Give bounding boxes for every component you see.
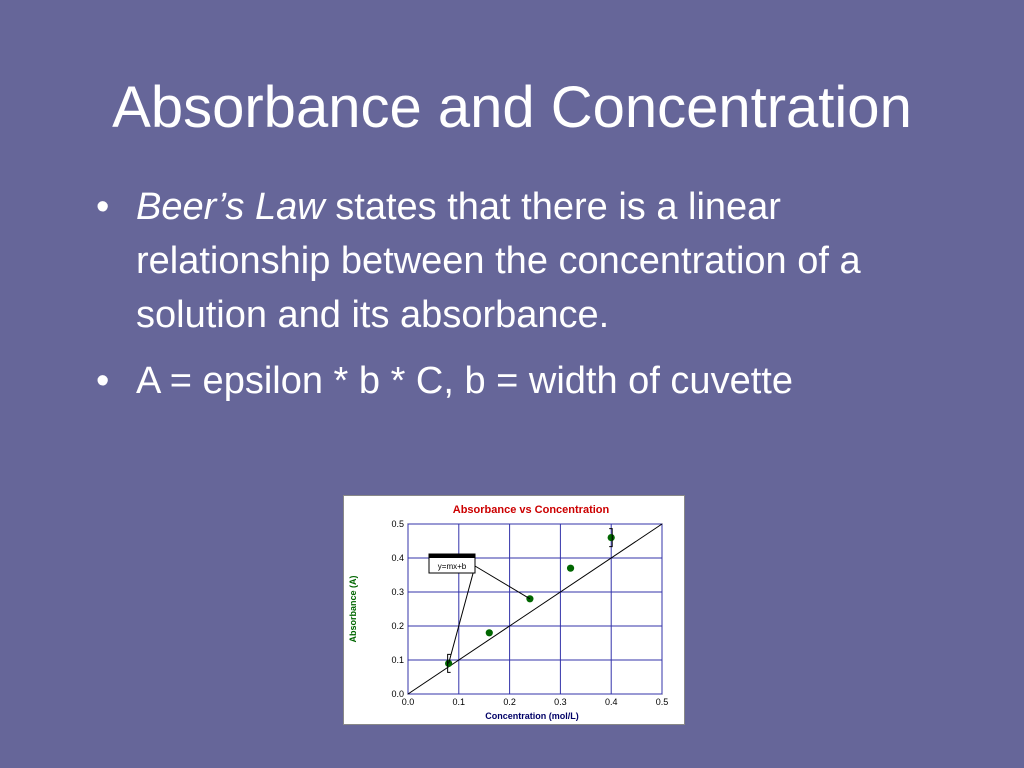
slide-title: Absorbance and Concentration: [112, 75, 912, 140]
x-tick-label: 0.0: [401, 697, 415, 707]
data-point: [445, 660, 452, 667]
fit-line: [408, 524, 662, 694]
y-tick-label: 0.4: [391, 553, 404, 563]
data-point: [608, 534, 615, 541]
data-point: [567, 565, 574, 572]
x-tick-label: 0.4: [604, 697, 618, 707]
x-tick-label: 0.1: [452, 697, 466, 707]
x-tick-label: 0.2: [503, 697, 516, 707]
bullet-glyph: •: [96, 360, 110, 402]
y-tick-label: 0.5: [391, 519, 404, 529]
annotation-text: y=mx+b: [437, 562, 467, 571]
equation-text: A = epsilon * b * C, b = width of cuvette: [136, 360, 793, 402]
beers-law-text: states that there is a linear relationship between the concentration of a solution and its absorbance.: [136, 186, 861, 336]
x-tick-label: 0.5: [655, 697, 669, 707]
y-tick-label: 0.3: [391, 587, 404, 597]
x-tick-label: 0.3: [554, 697, 567, 707]
bullet-list: [96, 180, 956, 420]
y-tick-label: 0.0: [391, 689, 404, 699]
annotation-leader: [475, 566, 530, 599]
annotation-box-header: [429, 554, 475, 558]
data-point: [486, 629, 493, 636]
beers-law-term: Beer’s Law: [136, 186, 325, 228]
annotation-leader: [449, 566, 475, 663]
chart-title: Absorbance vs Concentration: [452, 504, 610, 516]
y-axis-label: Absorbance (A): [348, 575, 358, 643]
chart-image: [343, 495, 685, 725]
bullet-item-equation: [96, 354, 956, 408]
data-point: [526, 595, 533, 602]
bullet-item-beers-law: [96, 180, 956, 342]
y-tick-label: 0.1: [391, 655, 404, 665]
bullet-glyph: •: [96, 186, 110, 228]
x-axis-label: Concentration (mol/L): [485, 711, 579, 721]
y-tick-label: 0.2: [391, 621, 404, 631]
absorbance-chart: [344, 496, 684, 724]
